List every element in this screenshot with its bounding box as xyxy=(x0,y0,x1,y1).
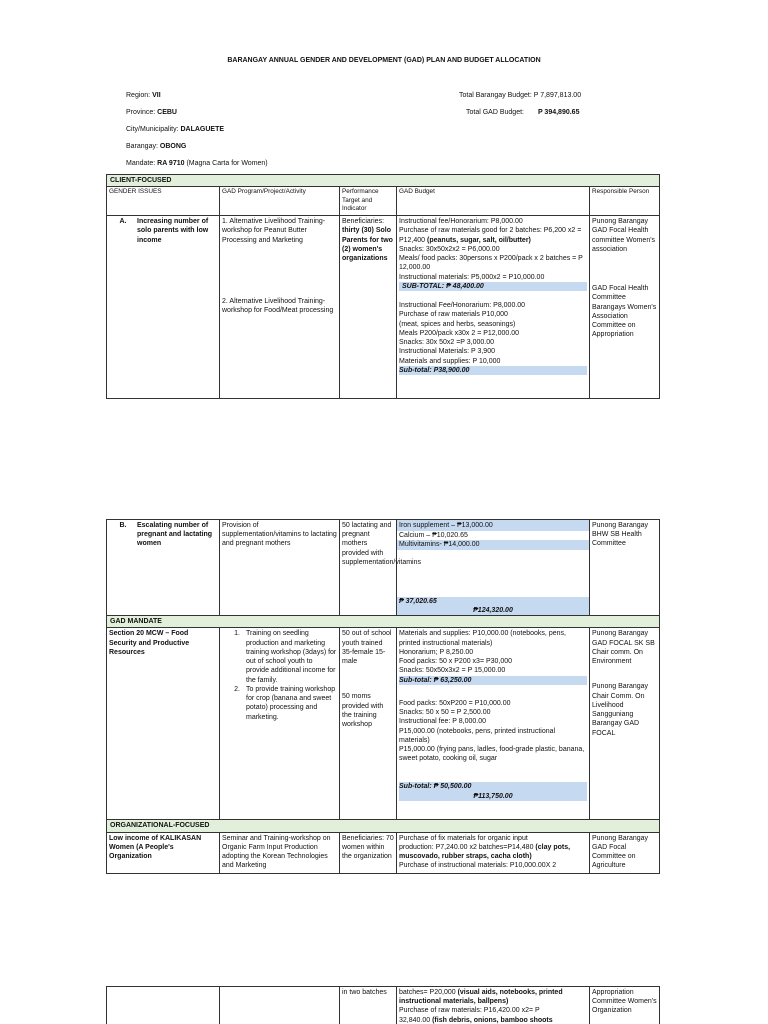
gender-issue-cell xyxy=(107,987,220,1024)
budget-cell: batches= P20,000 (visual aids, notebooks, printed instructional materials, ballpens) Purchase of raw materials: P16,420.00 x2= P 32,840.00 (fish debris, onions, bamboo shoots xyxy=(397,987,590,1024)
program-cell: 1. Training on seedling production and marketing training workshop (3days) for out of school youth to provide additional income for the family. 2. To provide training workshop for crop (banana and sweet potato) processing and marketing. xyxy=(220,628,340,820)
responsible-cell: Appropriation Committee Women's Organization xyxy=(590,987,660,1024)
total-budget-line: Total Barangay Budget: P 7,897,813.00 xyxy=(459,92,582,99)
responsible-cell: Punong Barangay GAD Focal Health committee Women's association GAD Focal Health Committee Barangays Women's Association Committee on Appropriation xyxy=(590,216,660,399)
region-value: VII xyxy=(152,92,161,99)
subtotal-highlight: ₱ 37,020.65 xyxy=(397,597,589,606)
city-line: City/Municipality: DALAGUETE xyxy=(126,126,225,133)
mandate-line: Mandate: RA 9710 (Magna Carta for Women) xyxy=(126,160,268,167)
table-row xyxy=(107,628,660,820)
responsible-cell: Punong Barangay GAD Focal Committee on Agriculture xyxy=(590,832,660,873)
gender-issue-cell: Low income of KALIKASAN Women (A People's Organization xyxy=(107,832,220,873)
program-cell: 1. Alternative Livelihood Training-workshop for Peanut Butter Processing and Marketing 2. Alternative Livelihood Training- workshop for Food/Meat processing xyxy=(220,216,340,399)
table-row xyxy=(107,832,660,873)
barangay-value: OBONG xyxy=(159,143,187,150)
gad-plan-table-page2 xyxy=(106,519,660,874)
gender-issue-cell: Section 20 MCW – Food Security and Productive Resources xyxy=(107,628,220,820)
budget-cell: Materials and supplies: P10,000.00 (notebooks, pens, printed instructional materials) Honorarium; P 8,250.00 Food packs: 50 x P200 x3= P30,000 Snacks: 50x50x3x2 = P 15,000.00 Sub-total: ₱ 63,250.00 Food packs: 50xP200 = P10,000.00 Snacks: 50 x 50 = P 2,500.00 Instructional fee: P 8,000.00 P15,000.00 (notebooks, pens, printed instructional materials) P15,000.00 (frying pans, ladles, food-grade plastic, banana, sweet potato, cooking oil, sugar Sub-total: ₱ 50,500.00 ₱113,750.00 xyxy=(397,628,590,820)
subtotal-highlight: Sub-total: ₱ 63,250.00 xyxy=(399,676,587,685)
total-budget-value: P 7,897,813.00 xyxy=(533,92,582,99)
program-cell: Seminar and Training-workshop on Organic Farm Input Production adopting the Korean Technologies and Marketing xyxy=(220,832,340,873)
section-client-focused: CLIENT-FOCUSED xyxy=(107,175,660,187)
document-title: BARANGAY ANNUAL GENDER AND DEVELOPMENT (GAD) PLAN AND BUDGET ALLOCATION xyxy=(227,57,541,64)
total-highlight: ₱113,750.00 xyxy=(399,792,587,801)
gad-budget-line: Total GAD Budget: P 394,890.65 xyxy=(466,109,580,116)
budget-cell: Instructional fee/Honorarium: P8,000.00 Purchase of raw materials good for 2 batches: P6,200 x2 = P12,400 (peanuts, sugar, salt, oil/butter) Snacks: 30x50x2x2 = P6,000.00 Meals/ food packs: 30persons x P200/pack x 2 batches = P 12,000.00 Instructional materials: P5,000x2 = P10,000.00 SUB-TOTAL: ₱ 48,400.00 Instructional Fee/Honorarium: P8,000.00 Purchase of raw materials P10,000 (meat, spices and herbs, seasonings) Meals P200/pack x30x 2 = P12,000.00 Snacks: 30x 50x2 =P 3,000.00 Instructional Materials: P 3,900 Materials and supplies: P 10,000 Sub-total: P38,900.00 xyxy=(397,216,590,399)
mandate-value: RA 9710 xyxy=(157,160,185,167)
region-line: Region: VII xyxy=(126,92,161,99)
responsible-cell: Punong Barangay BHW SB Health Committee xyxy=(590,520,660,616)
gad-budget-value: P 394,890.65 xyxy=(537,109,580,116)
performance-cell: 50 out of school youth trained 35-female 15-male 50 moms provided with the training workshop xyxy=(340,628,397,820)
gender-issue-cell: B. Escalating number of pregnant and lactating women xyxy=(107,520,220,616)
program-cell: Provision of supplementation/vitamins to lactating and pregnant mothers xyxy=(220,520,340,616)
gad-plan-table-page1 xyxy=(106,174,660,399)
subtotal-highlight: SUB-TOTAL: ₱ 48,400.00 xyxy=(399,282,587,291)
table-row xyxy=(107,520,660,616)
header-performance: Performance Target and Indicator xyxy=(340,187,397,216)
table-row xyxy=(107,216,660,399)
performance-cell: Beneficiaries: thirty (30) Solo Parents for two (2) women's organizations xyxy=(340,216,397,399)
gender-issue-cell: A. Increasing number of solo parents with low income xyxy=(107,216,220,399)
program-cell xyxy=(220,987,340,1024)
responsible-cell: Punong Barangay GAD FOCAL SK SB Chair comm. On Environment Punong Barangay Chair Comm. On Livelihood Sangguniang Barangay GAD FOCAL xyxy=(590,628,660,820)
table-row xyxy=(107,987,660,1024)
city-value: DALAGUETE xyxy=(180,126,225,133)
section-gad-mandate: GAD MANDATE xyxy=(107,616,660,628)
gad-plan-table-page3 xyxy=(106,986,660,1024)
province-value: CEBU xyxy=(157,109,177,116)
subtotal-highlight: Sub-total: P38,900.00 xyxy=(399,366,587,375)
total-highlight: ₱124,320.00 xyxy=(397,606,589,615)
section-organizational-focused: ORGANIZATIONAL-FOCUSED xyxy=(107,820,660,832)
header-budget: GAD Budget xyxy=(397,187,590,216)
performance-cell: in two batches xyxy=(340,987,397,1024)
header-program: GAD Program/Project/Activity xyxy=(220,187,340,216)
barangay-line: Barangay: OBONG xyxy=(126,143,187,150)
performance-cell: 50 lactating and pregnant mothers provided with supplementation/vitamins xyxy=(340,520,397,616)
province-line: Province: CEBU xyxy=(126,109,177,116)
subtotal-highlight: Sub-total: ₱ 50,500.00 xyxy=(399,782,587,791)
budget-cell: Purchase of fix materials for organic input production: P7,240.00 x2 batches=P14,480 (clay pots, muscovado, rubber straps, cacha cloth) Purchase of instructional materials: P10,000.00X 2 xyxy=(397,832,590,873)
header-responsible: Responsible Person xyxy=(590,187,660,216)
budget-cell: Iron supplement – ₱13,000.00 Calcium – ₱10,020.65 Multivitamins- ₱14,000.00 ₱ 37,020.65 ₱124,320.00 xyxy=(397,520,590,616)
performance-cell: Beneficiaries: 70 women within the organization xyxy=(340,832,397,873)
header-gender-issues: GENDER ISSUES xyxy=(107,187,220,216)
